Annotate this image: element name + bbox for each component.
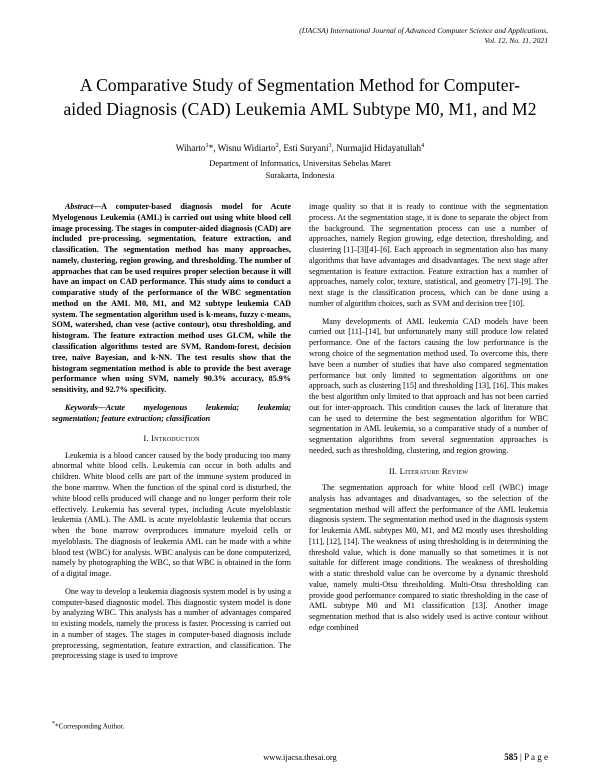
- page-number-suffix: | P a g e: [520, 752, 548, 762]
- corresponding-author-footnote: **Corresponding Author.: [52, 720, 125, 730]
- keywords-paragraph: [52, 403, 291, 425]
- section-heading-introduction: [52, 433, 291, 444]
- keywords-label: Keywords—: [65, 402, 106, 412]
- page-footer: [52, 752, 548, 762]
- right-column: [309, 202, 548, 669]
- journal-website[interactable]: www.ijacsa.thesai.org: [263, 753, 337, 762]
- section-title: Introduction: [151, 433, 200, 444]
- section-title: Literature Review: [399, 465, 469, 476]
- section-number: I.: [143, 433, 149, 444]
- right-paragraph-1: image quality so that it is ready to continue with the segmentation process. At the segmentation stage, it is done to separate the object from the background. The segmentation process can use a number of approaches, namely Region growing, edge detection, thresholding, and clustering [1]–[3][4]–[6]. Each approach in segmentation also has many algorithms that have advantages and disadvantages. The next stage after segmentation is feature extraction. Feature extraction has a number of approaches, namely color, texture, statistical, and geometry [7]–[9]. The next stage is the classification process, which can be done using a number of algorithm choices, such as SVM and decision tree [10].: [309, 202, 548, 308]
- section-number: II.: [388, 465, 398, 476]
- intro-paragraph-2: One way to develop a leukemia diagnosis system model is by using a computer-based diagnostic model. This diagnostic system model is done by analyzing WBC. This analysis has a number of advantages compared to existing models, namely the process is faster. Processing is carried out in a number of stages. The stages in computer-based diagnosis include preprocessing, segmentation, feature extraction, and classification. The preprocessing stage is used to improve: [52, 586, 291, 661]
- affiliation-line-2: Surakarta, Indonesia: [265, 170, 335, 180]
- affiliation-line-1: Department of Informatics, Universitas Sebelas Maret: [209, 158, 391, 168]
- abstract-paragraph: [52, 202, 291, 396]
- left-column: [52, 202, 291, 669]
- right-paragraph-2: Many developments of AML leukemia CAD models have been carried out [11]–[14], but unfortunately many still produce low related performance. One of the factors causing the low performance is the wrong choice of the segmentation method used. To overcome this, there have been a number of studies that have also compared segmentation performance but only limited to segmentation algorithms on one approach, such as clustering [15] and thresholding [13], [16]. This makes the best algorithm only limited to that approach and has not been carried out for inter-approach. This condition causes the lack of literature that can be used to determine the best segmentation algorithm for WBC segmentation in AML leukemia, so a comparative study of a number of segmentation algorithms from several segmentation approaches is needed, such as thresholding, clustering, and region growing.: [309, 316, 548, 455]
- page-title: A Comparative Study of Segmentation Method for Computer-aided Diagnosis (CAD) Leukemia AML Subtype M0, M1, and M2: [63, 74, 537, 119]
- section-heading-literature-review: [309, 466, 548, 477]
- page-number: [504, 752, 548, 762]
- page-number-value: 585: [504, 752, 518, 762]
- footnote-text: *Corresponding Author.: [55, 722, 125, 730]
- abstract-text: A computer-based diagnosis model for Acute Myelogenous Leukemia (AML) is carried out using white blood cell image processing. The stages in computer-aided diagnosis (CAD) are included pre-processing, segmentation, feature extraction, and classification. The segmentation method has many approaches, namely, clustering, region growing, and thresholding. The number of approaches that can be used requires proper selection because it will have an impact on CAD performance. This study aims to conduct a comparative study of the performance of the WBC segmentation method on the AML M0, M1, and M2 subtype leukemia CAD system. The segmentation algorithm used is k-means, fuzzy c-means, SOM, watershed, chan vese (active contour), otsu thresholding, and histogram. The feature extraction method uses GLCM, while the classification algorithms tested are SVM, Random-forest, decision tree, naïve Bayesian, and k-NN. The test results show that the histogram segmentation method is able to provide the best average performance when using SVM, namely 90.3% accuracy, 85.9% sensitivity, and 92.7% specificity.: [52, 202, 291, 395]
- journal-header-line2: Vol. 12, No. 11, 2021: [484, 36, 548, 46]
- literature-paragraph-1: The segmentation approach for white blood cell (WBC) image analysis has advantages and disadvantages, so the selection of the segmentation method will affect the performance of the AML leukemia diagnosis system. The segmentation method used in the diagnosis system for leukemia AML subtypes M0, M1, and M2 mostly uses thresholding [11], [12], [14]. The weakness of using thresholding is in determining the threshold value, which is done manually so that sometimes it is not suitable for different image conditions. The weakness of thresholding with a static threshold value can be overcome by a dynamic threshold value, namely multi-Otsu thresholding. Multi-Otsu thresholding can provide good performance compared to static thresholding in the case of AML subtype M0 and M1 classification [13]. Another image segmentation method that is also widely used is active contour without edge combined: [309, 482, 548, 632]
- author-list: Wiharto$^1$*, Wisnu Widiarto$^2$, Esti Suryani$^3$, Nurmajid Hidayatullah$^4$: [175, 141, 425, 153]
- journal-header-line1: (IJACSA) International Journal of Advanced Computer Science and Applications,: [299, 26, 548, 35]
- body-columns: [52, 202, 548, 669]
- keywords-text: Acute myelogenous leukemia; leukemia; segmentation; feature extraction; classification: [52, 402, 291, 423]
- intro-paragraph-1: Leukemia is a blood cancer caused by the body producing too many abnormal white blood cells. Leukemia can occur in both adults and children. White blood cells are part of the immune system produced in the bone marrow. When the function of the spinal cord is disturbed, the white blood cells produced will change and no longer perform their role effectively. Leukemia has several types, including Acute myeloblastic leukemia (AML). The AML is acute myeloblastic leukemia that occurs when the bone marrow overproduces immature myeloid cells or myeloblasts. The diagnosis of leukemia AML can be made with a white blood test (WBC) for analysis. WBC analysis can be done computerized, namely by photographing the WBC, so that WBC is obtained in the form of a digital image.: [52, 450, 291, 579]
- journal-header: [52, 26, 548, 47]
- abstract-label: Abstract—: [65, 202, 102, 212]
